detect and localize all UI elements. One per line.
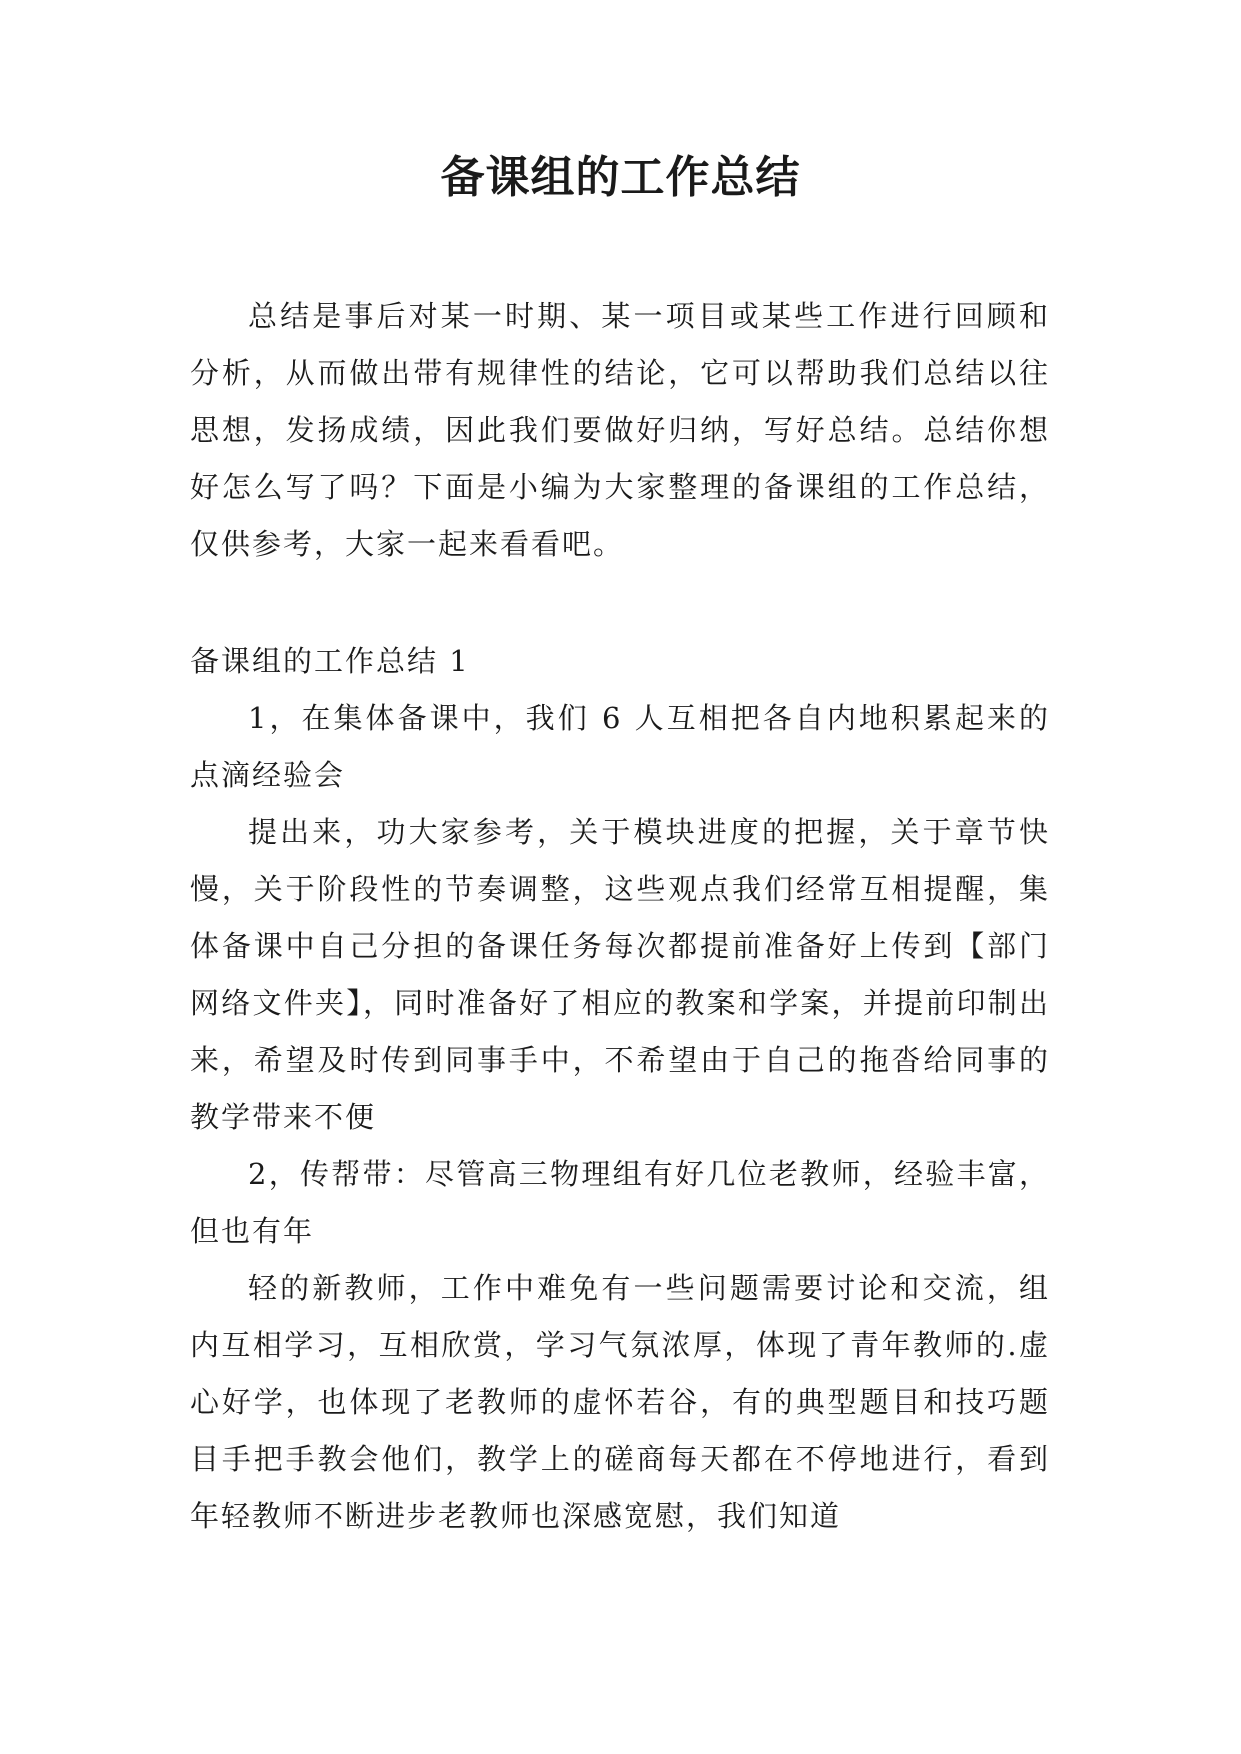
page-title: 备课组的工作总结 [440, 152, 801, 203]
section-heading: 备课组的工作总结 1 [190, 644, 470, 678]
intro-block [190, 288, 1050, 573]
intro-paragraph: 总结是事后对某一时期、某一项目或某些工作进行回顾和分析，从而做出带有规律性的结论，它可以帮助我们总结以往思想，发扬成绩，因此我们要做好归纳，写好总结。总结你想好怎么写了吗？下面是小编为大家整理的备课组的工作总结，仅供参考，大家一起来看看吧。 [190, 299, 1050, 561]
body-paragraph: 轻的新教师，工作中难免有一些问题需要讨论和交流，组内互相学习，互相欣赏，学习气氛浓厚，体现了青年教师的.虚心好学，也体现了老教师的虚怀若谷，有的典型题目和技巧题目手把手教会他们，教学上的磋商每天都在不停地进行，看到年轻教师不断进步老教师也深感宽慰，我们知道 [190, 1271, 1050, 1533]
body-paragraph: 2，传帮带：尽管高三物理组有好几位老教师，经验丰富，但也有年 [190, 1157, 1050, 1248]
section-block [190, 633, 1050, 1545]
body-paragraph: 提出来，功大家参考，关于模块进度的把握，关于章节快慢，关于阶段性的节奏调整，这些观点我们经常互相提醒，集体备课中自己分担的备课任务每次都提前准备好上传到【部门网络文件夹】，同时准备好了相应的教案和学案，并提前印制出来，希望及时传到同事手中，不希望由于自己的拖沓给同事的教学带来不便 [190, 815, 1050, 1134]
body-paragraph: 1，在集体备课中，我们 6 人互相把各自内地积累起来的点滴经验会 [190, 701, 1050, 792]
